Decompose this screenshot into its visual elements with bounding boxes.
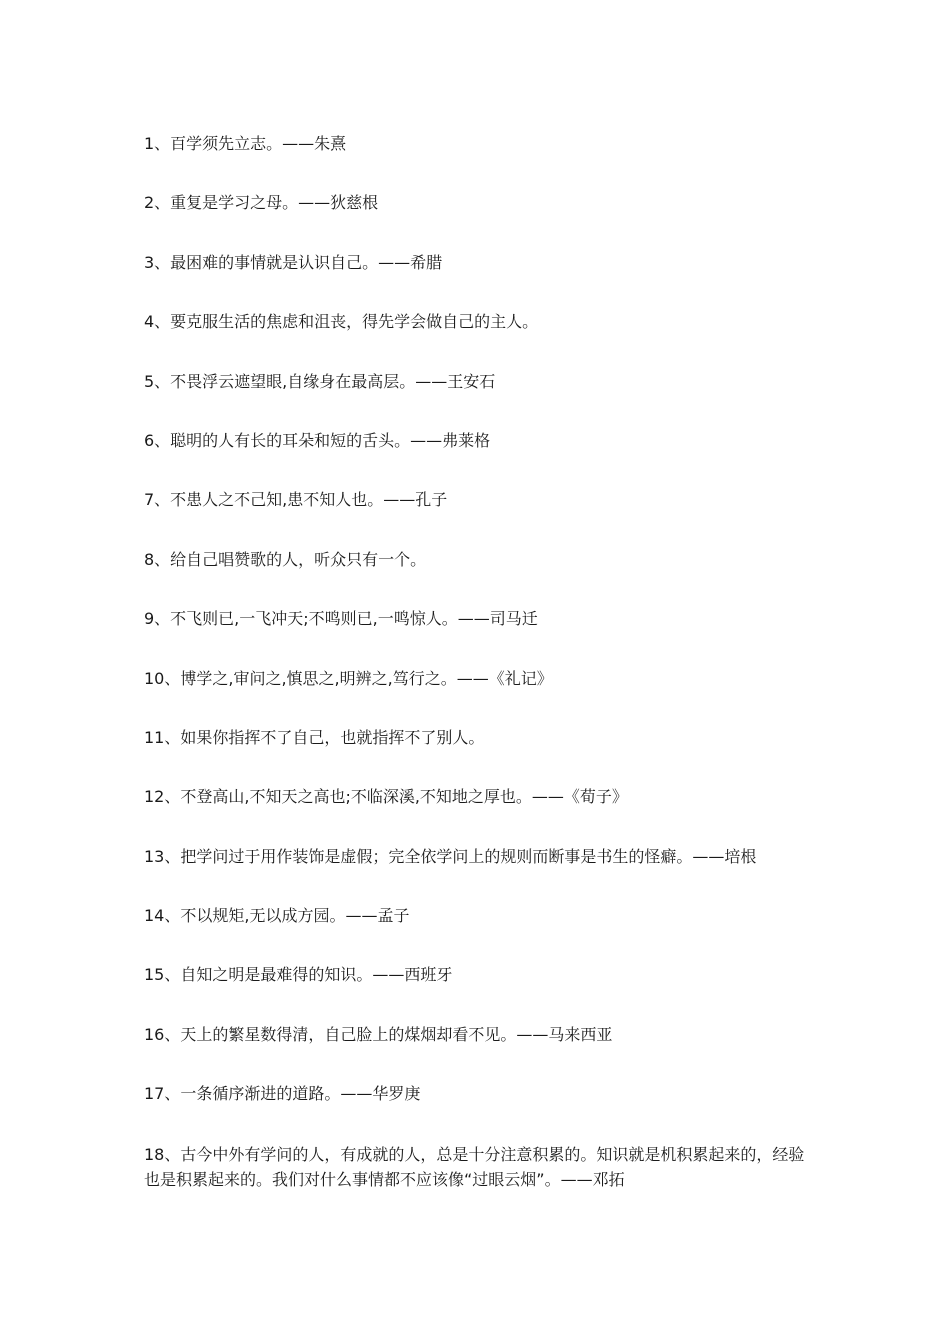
quote-item: 16、天上的繁星数得清，自己脸上的煤烟却看不见。——马来西亚: [144, 1024, 613, 1044]
quote-list: [144, 132, 809, 1227]
quote-item: 4、要克服生活的焦虑和沮丧，得先学会做自己的主人。: [144, 312, 539, 332]
quote-item: 12、不登高山,不知天之高也;不临深溪,不知地之厚也。——《荀子》: [144, 787, 628, 807]
quote-item: 17、一条循序渐进的道路。——华罗庚: [144, 1084, 421, 1104]
quote-item: 11、如果你指挥不了自己，也就指挥不了别人。: [144, 727, 485, 747]
quote-item: 6、聪明的人有长的耳朵和短的舌头。——弗莱格: [144, 430, 491, 450]
quote-item: 7、不患人之不己知,患不知人也。——孔子: [144, 490, 448, 510]
quote-item: 3、最困难的事情就是认识自己。——希腊: [144, 252, 443, 272]
quote-item: 9、不飞则已,一飞冲天;不鸣则已,一鸣惊人。——司马迁: [144, 609, 538, 629]
quote-item: 18、古今中外有学问的人，有成就的人，总是十分注意积累的。知识就是机积累起来的，经验也是积累起来的。我们对什么事情都不应该像“过眼云烟”。——邓拓: [144, 1144, 805, 1189]
quote-item: 2、重复是学习之母。——狄慈根: [144, 193, 379, 213]
quote-item: 8、给自己唱赞歌的人，听众只有一个。: [144, 549, 427, 569]
quote-item: 10、博学之,审问之,慎思之,明辨之,笃行之。——《礼记》: [144, 668, 553, 688]
quote-item: 14、不以规矩,无以成方园。——孟子: [144, 906, 410, 926]
quote-item: 13、把学问过于用作装饰是虚假；完全依学问上的规则而断事是书生的怪癖。——培根: [144, 846, 757, 866]
quote-item: 5、不畏浮云遮望眼,自缘身在最高层。——王安石: [144, 371, 496, 391]
quote-item: 15、自知之明是最难得的知识。——西班牙: [144, 965, 453, 985]
quote-item: 1、百学须先立志。——朱熹: [144, 134, 347, 153]
